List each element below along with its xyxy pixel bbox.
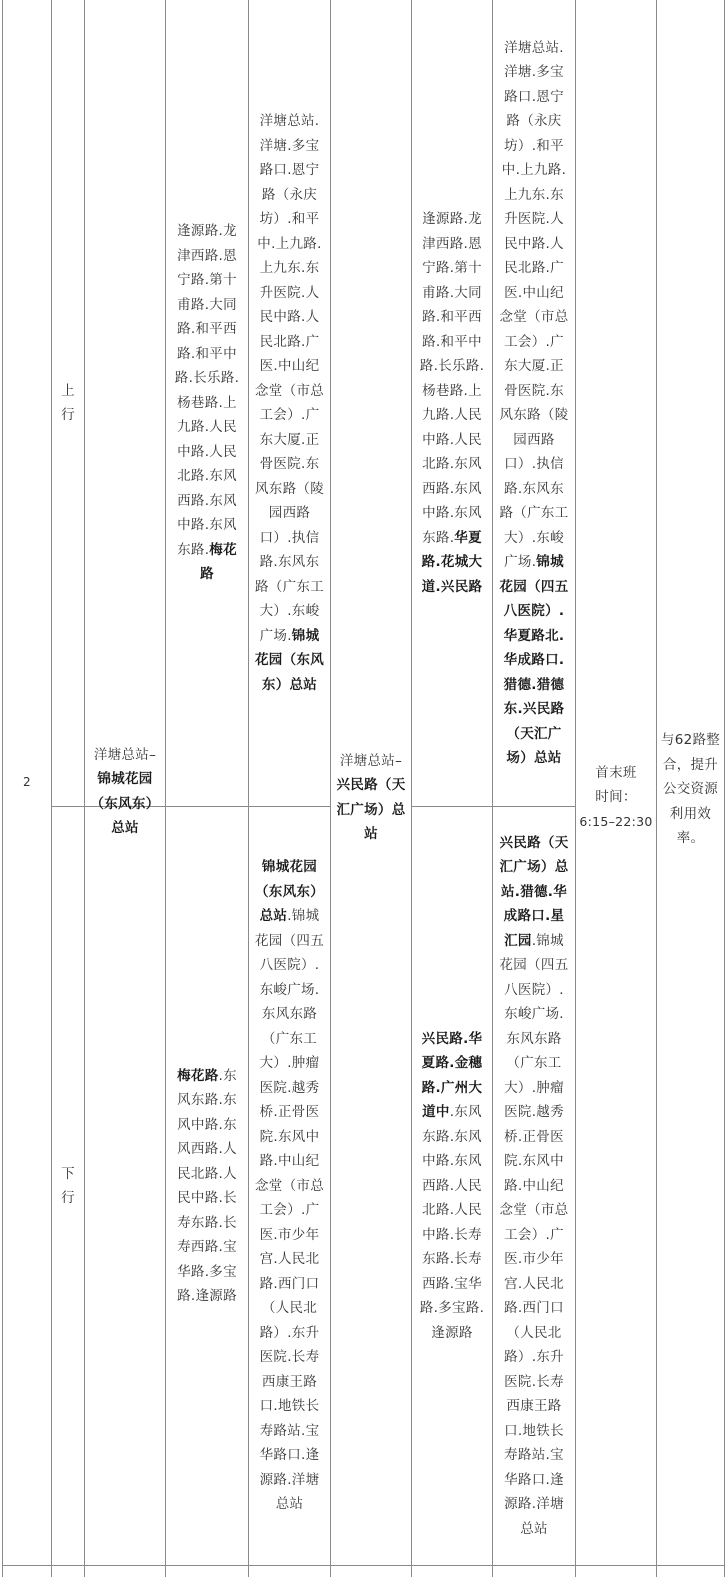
schedule-cell bbox=[576, 0, 656, 1565]
grid-line bbox=[2, 1565, 725, 1566]
route-b-down-original-stops: .东风东路.东风中路.东风西路.人民北路.人民中路.长寿东路.长寿西路.宝华路.多宝路.逢源路 bbox=[419, 1104, 485, 1341]
route-b-up-original-cell bbox=[412, 0, 492, 806]
grid-line bbox=[724, 0, 725, 1577]
route-b-up-new-end: 锦城花园（四五八医院）.华夏路北.华成路口.猎德.猎德东.兴民路（天汇广场）总站 bbox=[499, 554, 569, 766]
route-a-terminal-cell bbox=[85, 0, 165, 1565]
route-b-terminal-end: 兴民路（天汇广场）总站 bbox=[336, 777, 406, 842]
route-b-down-original-start: 兴民路.华夏路.金穗路.广州大道中 bbox=[421, 1030, 483, 1121]
row-number-cell bbox=[3, 0, 51, 1565]
remark-text: 与62路整合，提升公交资源利用效率。 bbox=[660, 732, 721, 847]
route-b-up-original-end: 华夏路.花城大道.兴民路 bbox=[421, 529, 483, 595]
route-a-up-new-cell bbox=[249, 0, 330, 806]
route-a-terminal-end: 锦城花园（东风东）总站 bbox=[90, 771, 160, 836]
route-a-down-original-start: 梅花路 bbox=[177, 1067, 219, 1084]
route-b-up-new-cell bbox=[493, 0, 575, 806]
route-a-down-new-cell bbox=[249, 807, 330, 1565]
schedule-label: 首末班时间： bbox=[595, 764, 637, 806]
direction-down: 下行 bbox=[61, 1165, 75, 1206]
route-a-up-original-end: 梅花路 bbox=[200, 541, 237, 583]
route-b-up-new-stops: 洋塘总站.洋塘.多宝路口.恩宁路（永庆坊）.和平中.上九路.上九东.东升医院.人民中路.人民北路.广医.中山纪念堂（市总工会）.广东大厦.正骨医院.东风东路（陵园西路口）.执信路.东风东路（广东工大）.东峻广场. bbox=[499, 39, 569, 570]
row-number: 2 bbox=[23, 775, 31, 790]
route-a-up-new-stops: 洋塘总站.洋塘.多宝路口.恩宁路（永庆坊）.和平中.上九路.上九东.东升医院.人民中路.人民北路.广医.中山纪念堂（市总工会）.广东大厦.正骨医院.东风东路（陵园西路口）.执信路.东风东路（广东工大）.东峻广场. bbox=[255, 113, 324, 644]
schedule-time: 6:15–22:30 bbox=[579, 813, 653, 829]
route-a-down-new-start: 锦城花园（东风东）总站 bbox=[255, 859, 324, 925]
route-b-terminal-cell bbox=[331, 0, 411, 1565]
route-a-terminal-start: 洋塘总站– bbox=[93, 746, 157, 763]
remark-cell bbox=[657, 0, 724, 1565]
route-b-up-original-stops: 逢源路.龙津西路.恩宁路.第十甫路.大同路.和平西路.和平中路.长乐路.杨巷路.上九路.人民中路.人民北路.东风西路.东风中路.东风东路. bbox=[419, 211, 485, 546]
direction-up: 上行 bbox=[61, 382, 75, 423]
route-a-up-original-cell bbox=[166, 0, 248, 806]
route-b-down-new-stops: .锦城花园（四五八医院）.东峻广场.东风东路（广东工大）.肿瘤医院.越秀桥.正骨医院.东风中路.中山纪念堂（市总工会）.广医.市少年宫.人民北路.西门口（人民北路）.东升医院.长寿西康王路口.地铁长寿路站.宝华路口.逢源路.洋塘总站 bbox=[499, 932, 569, 1537]
route-a-down-new-stops: .锦城花园（四五八医院）.东峻广场.东风东路（广东工大）.肿瘤医院.越秀桥.正骨医院.东风中路.中山纪念堂（市总工会）.广医.市少年宫.人民北路.西门口（人民北路）.东升医院.长寿西康王路口.地铁长寿路站.宝华路口.逢源路.洋塘总站 bbox=[255, 908, 324, 1513]
direction-down-cell bbox=[52, 807, 84, 1565]
route-a-up-new-end: 锦城花园（东风东）总站 bbox=[255, 627, 324, 693]
route-b-down-original-cell bbox=[412, 807, 492, 1565]
route-a-down-original-cell bbox=[166, 807, 248, 1565]
route-b-down-new-start: 兴民路（天汇广场）总站.猎德.华成路口.星汇园 bbox=[499, 834, 569, 949]
route-a-down-original-stops: .东风东路.东风中路.东风西路.人民北路.人民中路.长寿东路.长寿西路.宝华路.多宝路.逢源路 bbox=[177, 1067, 237, 1304]
direction-up-cell bbox=[52, 0, 84, 806]
route-b-terminal-start: 洋塘总站– bbox=[339, 752, 403, 769]
route-b-down-new-cell bbox=[493, 807, 575, 1565]
route-a-up-original-stops: 逢源路.龙津西路.恩宁路.第十甫路.大同路.和平西路.和平中路.长乐路.杨巷路.上九路.人民中路.人民北路.东风西路.东风中路.东风东路. bbox=[174, 223, 240, 558]
